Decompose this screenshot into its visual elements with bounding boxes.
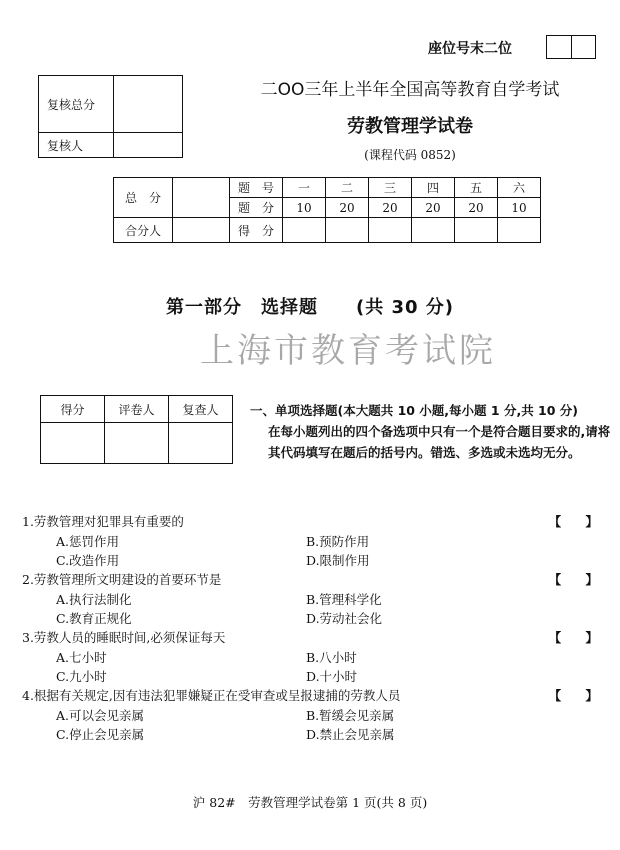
question-points: 20: [369, 198, 412, 218]
option-b: B.暂缓会见亲属: [306, 708, 395, 723]
seat-digit-2[interactable]: [572, 36, 596, 58]
earned-score-cell[interactable]: [412, 218, 455, 243]
option-a: A.执行法制化: [56, 592, 132, 607]
option-c: C.九小时: [56, 669, 107, 684]
option-d: D.禁止会见亲属: [306, 727, 395, 742]
question-number: 五: [455, 178, 498, 198]
question-number-label: 题 号: [230, 178, 283, 198]
section-body: 在每小题列出的四个备选项中只有一个是符合题目要求的,请将其代码填写在题后的括号内。错选、多选或未选均无分。: [268, 424, 611, 460]
option-c: C.停止会见亲属: [56, 727, 145, 742]
score-summary-grader-label: 合分人: [114, 218, 173, 243]
course-code: (课程代码 0852): [364, 148, 456, 162]
earned-score-cell[interactable]: [369, 218, 412, 243]
question-points: 20: [412, 198, 455, 218]
question-points: 10: [498, 198, 541, 218]
section-rechecker-cell[interactable]: [169, 423, 233, 464]
reviewer-cell[interactable]: [114, 133, 183, 158]
page-footer: 沪 82# 劳教管理学试卷第 1 页(共 8 页): [192, 795, 428, 810]
section-grader-label: 评卷人: [105, 396, 169, 423]
exam-title: 二OO三年上半年全国高等教育自学考试: [260, 80, 560, 100]
section-rechecker-label: 复查人: [169, 396, 233, 423]
paper-title: 劳教管理学试卷: [347, 116, 473, 137]
question-points-label: 题 分: [230, 198, 283, 218]
question-number: 三: [369, 178, 412, 198]
seat-number-label: 座位号末二位: [428, 41, 512, 57]
section-instructions: [250, 400, 612, 463]
score-table: [113, 177, 541, 243]
option-b: B.管理科学化: [306, 592, 382, 607]
question-points: 10: [283, 198, 326, 218]
review-total-cell[interactable]: [114, 76, 183, 133]
grader-table: [40, 395, 233, 464]
question-number: 四: [412, 178, 455, 198]
seat-number-box[interactable]: [546, 35, 596, 59]
watermark: 上海市教育考试院: [200, 331, 496, 371]
option-a: A.可以会见亲属: [56, 708, 145, 723]
question-stem: 2.劳教管理所文明建设的首要环节是: [22, 572, 222, 587]
option-d: D.限制作用: [306, 553, 370, 568]
option-a: A.惩罚作用: [56, 534, 120, 549]
earned-score-label: 得 分: [230, 218, 283, 243]
option-b: B.八小时: [306, 650, 357, 665]
answer-bracket[interactable]: 【 】: [548, 572, 608, 587]
earned-score-cell[interactable]: [283, 218, 326, 243]
question-points: 20: [455, 198, 498, 218]
option-b: B.预防作用: [306, 534, 370, 549]
answer-bracket[interactable]: 【 】: [548, 688, 608, 703]
question-stem: 4.根据有关规定,因有违法犯罪嫌疑正在受审查或呈报逮捕的劳教人员: [22, 688, 401, 703]
section-score-label: 得分: [41, 396, 105, 423]
section-score-cell[interactable]: [41, 423, 105, 464]
answer-bracket[interactable]: 【 】: [548, 630, 608, 645]
question-number: 二: [326, 178, 369, 198]
option-d: D.十小时: [306, 669, 358, 684]
part-title: 第一部分 选择题 (共 30 分): [165, 297, 455, 318]
section-grader-cell[interactable]: [105, 423, 169, 464]
earned-score-cell[interactable]: [326, 218, 369, 243]
section-heading: 一、单项选择题(本大题共 10 小题,每小题 1 分,共 10 分): [250, 403, 579, 418]
review-table: [38, 75, 183, 158]
question-points: 20: [326, 198, 369, 218]
total-score-label: 总 分: [114, 178, 173, 218]
earned-score-cell[interactable]: [498, 218, 541, 243]
seat-digit-1[interactable]: [547, 36, 572, 58]
option-c: C.改造作用: [56, 553, 120, 568]
question-stem: 1.劳教管理对犯罪具有重要的: [22, 514, 184, 529]
answer-bracket[interactable]: 【 】: [548, 514, 608, 529]
question-item: [22, 686, 612, 705]
question-stem: 3.劳教人员的睡眠时间,必须保证每天: [22, 630, 226, 645]
question-item: [22, 512, 612, 531]
option-a: A.七小时: [56, 650, 107, 665]
option-d: D.劳动社会化: [306, 611, 383, 626]
option-c: C.教育正规化: [56, 611, 132, 626]
question-item: [22, 628, 612, 647]
review-total-label: 复核总分: [39, 76, 114, 133]
question-number: 六: [498, 178, 541, 198]
total-score-cell[interactable]: [173, 178, 230, 218]
reviewer-label: 复核人: [39, 133, 114, 158]
score-summary-grader-cell[interactable]: [173, 218, 230, 243]
question-number: 一: [283, 178, 326, 198]
earned-score-cell[interactable]: [455, 218, 498, 243]
question-item: [22, 570, 612, 589]
